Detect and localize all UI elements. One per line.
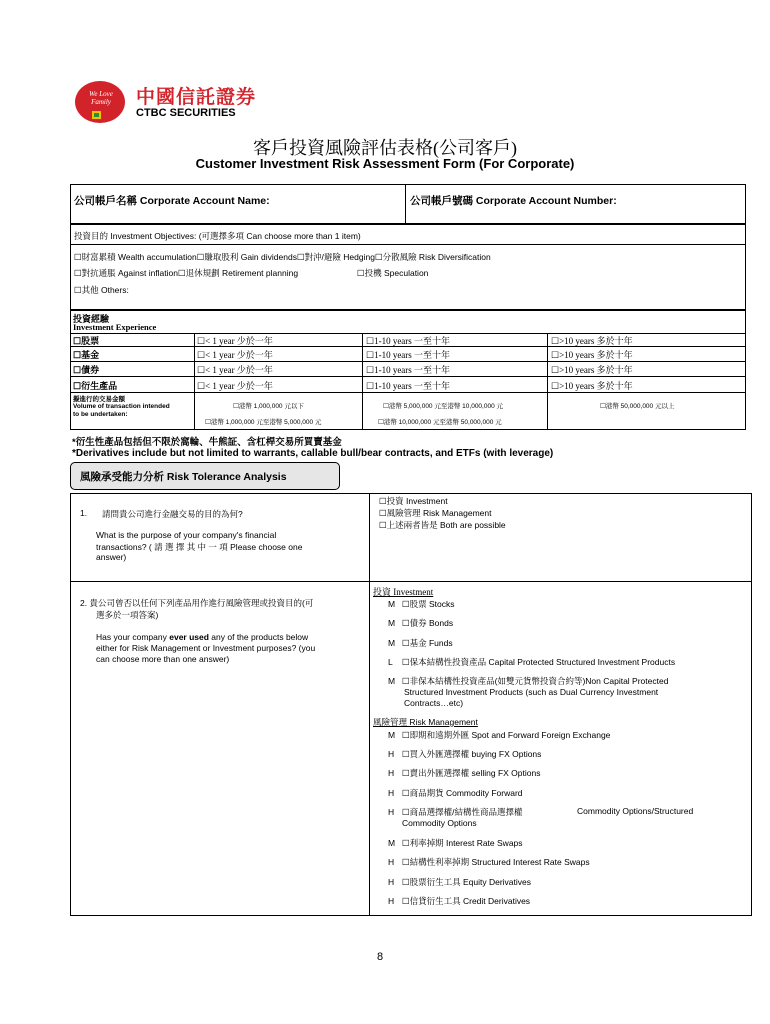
exp-funds-lt1[interactable]: ☐< 1 year 少於一年: [197, 350, 273, 360]
risk-tolerance-heading: 風險承受能力分析 Risk Tolerance Analysis: [80, 471, 287, 483]
q1-number: 1.: [80, 508, 88, 518]
q2-risk-commodity-forward[interactable]: H ☐商品期貨 Commodity Forward: [388, 788, 523, 798]
objective-others[interactable]: ☐其他 Others:: [74, 285, 129, 295]
volume-label-en-2: to be undertaken:: [73, 411, 128, 418]
q1-question-en-1: What is the purpose of your company's financial: [96, 530, 277, 540]
exp-stocks-lt1[interactable]: ☐< 1 year 少於一年: [197, 336, 273, 346]
q2-risk-equity-derivatives[interactable]: H ☐股票衍生工具 Equity Derivatives: [388, 877, 532, 887]
account-number-field[interactable]: 公司帳戶號碼 Corporate Account Number:: [410, 195, 617, 207]
q2-question-cn-1: 2. 貴公司曾否以任何下列產品用作進行風險管理或投資目的(可: [80, 598, 314, 608]
objectives-line-1[interactable]: ☐財富累積 Wealth accumulation☐賺取股利 Gain dividends☐對沖/避險 Hedging☐分散風險 Risk Diversification: [74, 252, 491, 262]
volume-over-50m[interactable]: ☐港幣 50,000,000 元以上: [600, 403, 675, 410]
account-name-field[interactable]: 公司帳戶名稱 Corporate Account Name:: [74, 195, 270, 207]
experience-heading-cn: 投資經驗: [73, 314, 110, 324]
volume-5m-10m[interactable]: ☐港幣 5,000,000 元至港幣 10,000,000 元: [383, 403, 503, 410]
q1-question-cn: 請問貴公司進行金融交易的目的為何?: [102, 509, 243, 519]
objectives-line-2[interactable]: ☐對抗通脹 Against inflation☐退休規劃 Retirement planning: [74, 268, 299, 278]
page-number: 8: [376, 951, 384, 963]
form-title-en: Customer Investment Risk Assessment Form (For Corporate): [195, 156, 575, 171]
derivatives-note-cn: *衍生性產品包括但不限於窩輪、牛熊証、含杠桿交易所買賣基金: [72, 437, 342, 448]
q2-inv-non-capital-protected-l3: Contracts…etc): [404, 698, 464, 708]
q2-risk-sell-fx-options[interactable]: H ☐賣出外匯選擇權 selling FX Options: [388, 768, 541, 778]
q2-question-en-2: either for Risk Management or Investment purposes? (you: [96, 643, 316, 653]
exp-bonds-gt10[interactable]: ☐>10 years 多於十年: [551, 365, 633, 375]
q2-investment-heading: 投資 Investment: [373, 587, 434, 597]
badge-text: We Love Family: [89, 90, 113, 106]
q2-risk-commodity-options-en: Commodity Options/Structured: [577, 806, 694, 816]
q2-inv-funds[interactable]: M ☐基金 Funds: [388, 638, 453, 648]
form-title-cn: 客戶投資風險評估表格(公司客戶): [253, 138, 517, 158]
q1-question-en-3: answer): [96, 552, 127, 562]
q2-inv-non-capital-protected[interactable]: M ☐非保本結構性投資產品(如雙元貨幣投資合約等)Non Capital Protected: [388, 676, 669, 686]
q2-risk-commodity-options[interactable]: H ☐商品選擇權/結構性商品選擇權: [388, 807, 523, 817]
exp-bonds-1to10[interactable]: ☐1-10 years 一至十年: [366, 365, 451, 375]
volume-label-cn: 擬進行的交易金額: [73, 396, 125, 403]
q2-question-en-1: Has your company ever used any of the products below: [96, 632, 309, 642]
q1-question-en-2: transactions? ( 請 選 擇 其 中 一 項 Please choose one: [96, 542, 303, 552]
q2-question-cn-2: 選多於一項答案): [96, 610, 159, 620]
objectives-heading: 投資目的 Investment Objectives: (可選擇多項 Can choose more than 1 item): [74, 231, 361, 241]
q2-inv-stocks[interactable]: M ☐股票 Stocks: [388, 599, 455, 609]
exp-row-bonds: ☐債券: [73, 365, 100, 375]
q2-inv-non-capital-protected-l2: Structured Investment Products (such as Dual Currency Investment: [404, 687, 659, 697]
exp-row-stocks: ☐股票: [73, 336, 100, 346]
q2-risk-spot-forward-fx[interactable]: M ☐即期和遠期外匯 Spot and Forward Foreign Exchange: [388, 730, 611, 740]
q2-question-en-3: can choose more than one answer): [96, 654, 230, 664]
exp-row-funds: ☐基金: [73, 350, 100, 360]
q2-risk-commodity-options-l2: Commodity Options: [402, 818, 477, 828]
volume-10m-50m[interactable]: ☐港幣 10,000,000 元至港幣 50,000,000 元: [378, 419, 502, 426]
q1-option-risk-management[interactable]: ☐風險管理 Risk Management: [379, 508, 492, 518]
exp-funds-1to10[interactable]: ☐1-10 years 一至十年: [366, 350, 451, 360]
objective-speculation[interactable]: ☐投機 Speculation: [357, 268, 429, 278]
volume-under-1m[interactable]: ☐港幣 1,000,000 元以下: [233, 403, 304, 410]
exp-deriv-gt10[interactable]: ☐>10 years 多於十年: [551, 381, 633, 391]
exp-row-derivatives: ☐衍生產品: [73, 381, 118, 391]
exp-funds-gt10[interactable]: ☐>10 years 多於十年: [551, 350, 633, 360]
q2-risk-structured-irs[interactable]: H ☐結構性利率掉期 Structured Interest Rate Swaps: [388, 857, 590, 867]
exp-deriv-1to10[interactable]: ☐1-10 years 一至十年: [366, 381, 451, 391]
q2-inv-bonds[interactable]: M ☐債券 Bonds: [388, 618, 454, 628]
q1-option-investment[interactable]: ☐投資 Investment: [379, 496, 448, 506]
q2-risk-buy-fx-options[interactable]: H ☐買入外匯選擇權 buying FX Options: [388, 749, 542, 759]
derivatives-note-en: *Derivatives include but not limited to warrants, callable bull/bear contracts, and ETFs (with leverage): [72, 448, 554, 459]
exp-stocks-1to10[interactable]: ☐1-10 years 一至十年: [366, 336, 451, 346]
q2-risk-credit-derivatives[interactable]: H ☐信貸衍生工具 Credit Derivatives: [388, 896, 531, 906]
q1-option-both[interactable]: ☐上述兩者皆是 Both are possible: [379, 520, 506, 530]
exp-deriv-lt1[interactable]: ☐< 1 year 少於一年: [197, 381, 273, 391]
experience-heading-en: Investment Experience: [73, 322, 157, 332]
q2-inv-capital-protected[interactable]: L ☐保本結構性投資產品 Capital Protected Structured Investment Products: [388, 657, 676, 667]
brand-name-cn: 中國信託證券: [136, 87, 257, 108]
q2-risk-heading: 風險管理 Risk Management: [373, 717, 478, 727]
q2-risk-interest-rate-swaps[interactable]: M ☐利率掉期 Interest Rate Swaps: [388, 838, 523, 848]
exp-stocks-gt10[interactable]: ☐>10 years 多於十年: [551, 336, 633, 346]
exp-bonds-lt1[interactable]: ☐< 1 year 少於一年: [197, 365, 273, 375]
brand-name-en: CTBC SECURITIES: [136, 107, 236, 119]
volume-1m-5m[interactable]: ☐港幣 1,000,000 元至港幣 5,000,000 元: [205, 419, 322, 426]
company-logo: [72, 78, 282, 126]
volume-label-en-1: Volume of transaction intended: [73, 403, 170, 410]
